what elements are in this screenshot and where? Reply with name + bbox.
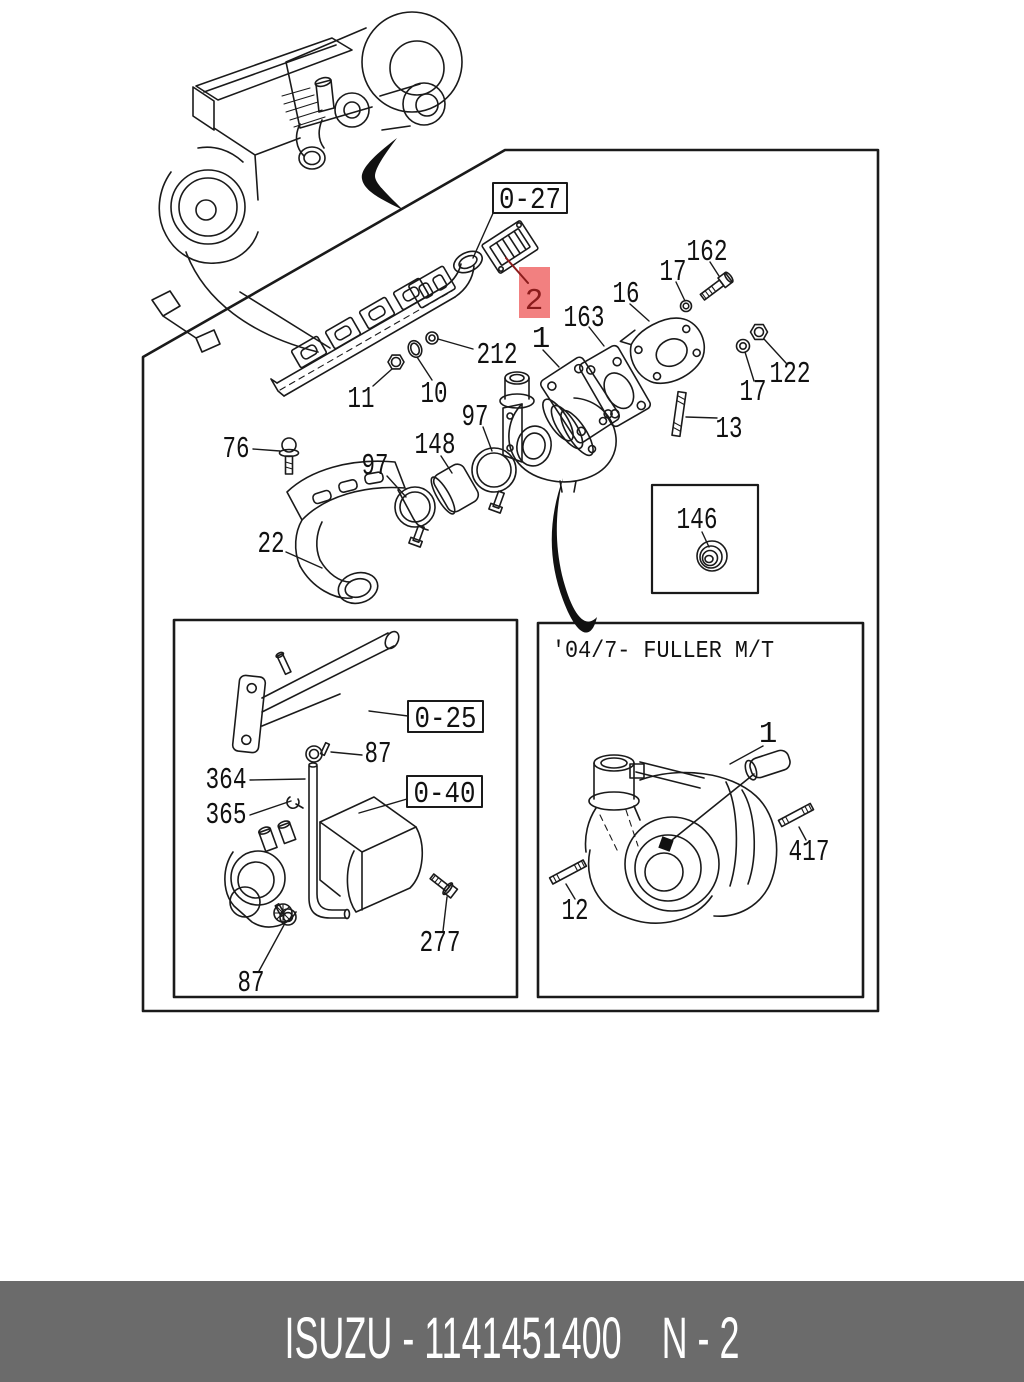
callout-87-a[interactable]: 87 bbox=[364, 737, 392, 772]
callout-365[interactable]: 365 bbox=[205, 798, 247, 833]
callout-22[interactable]: 22 bbox=[257, 527, 285, 562]
part-2-drawing bbox=[481, 220, 538, 274]
leader-lines bbox=[250, 211, 806, 971]
clamps-sleeve-drawing bbox=[395, 448, 516, 547]
ref-label-0-40[interactable]: 0-40 bbox=[413, 777, 476, 812]
callout-212[interactable]: 212 bbox=[476, 338, 518, 373]
callout-146[interactable]: 146 bbox=[676, 503, 718, 538]
callout-364[interactable]: 364 bbox=[205, 763, 247, 798]
callout-13[interactable]: 13 bbox=[715, 412, 743, 447]
ref-label-0-25[interactable]: 0-25 bbox=[414, 702, 477, 737]
diagram-frames bbox=[143, 150, 878, 1011]
ref-label-0-27[interactable]: 0-27 bbox=[499, 183, 561, 218]
callout-163[interactable]: 163 bbox=[563, 301, 605, 336]
callout-11[interactable]: 11 bbox=[347, 382, 375, 417]
engine-drawing bbox=[152, 12, 462, 352]
cover-16-drawing bbox=[619, 304, 715, 396]
swoosh-arrow bbox=[362, 138, 403, 210]
callout-1-fuller[interactable]: 1 bbox=[758, 717, 778, 752]
callout-10[interactable]: 10 bbox=[420, 377, 448, 412]
callout-97-b[interactable]: 97 bbox=[461, 400, 489, 435]
right-inset-title: '04/7- FULLER M/T bbox=[552, 638, 774, 665]
callout-122[interactable]: 122 bbox=[769, 357, 811, 392]
exhaust-manifold-drawing bbox=[271, 247, 486, 396]
turbocharger-drawing bbox=[500, 355, 621, 632]
callout-2-highlight[interactable]: 2 bbox=[524, 284, 544, 319]
heat-shield-22-drawing bbox=[287, 461, 428, 607]
bolt-76-drawing bbox=[280, 438, 299, 474]
fasteners-11-10-212 bbox=[388, 332, 438, 369]
footer-part-number: ISUZU - 1141451400 N - 2 bbox=[284, 1306, 740, 1371]
callout-97-a[interactable]: 97 bbox=[361, 449, 389, 484]
callout-417[interactable]: 417 bbox=[788, 835, 830, 870]
callout-1[interactable]: 1 bbox=[531, 322, 551, 357]
footer-bar bbox=[0, 1281, 1024, 1382]
plug-146-drawing bbox=[697, 541, 727, 571]
callout-17-a[interactable]: 17 bbox=[659, 255, 687, 290]
callout-76[interactable]: 76 bbox=[222, 432, 250, 467]
callout-16[interactable]: 16 bbox=[612, 277, 640, 312]
right-inset-turbo-drawing bbox=[550, 748, 814, 923]
callout-162[interactable]: 162 bbox=[686, 235, 728, 270]
callout-87-b[interactable]: 87 bbox=[237, 966, 265, 1001]
callout-277[interactable]: 277 bbox=[419, 926, 461, 961]
callout-17-b[interactable]: 17 bbox=[739, 375, 767, 410]
callout-12[interactable]: 12 bbox=[561, 894, 589, 929]
main-frame bbox=[143, 150, 878, 1011]
callout-148[interactable]: 148 bbox=[414, 428, 456, 463]
swoosh-arrow-2 bbox=[552, 478, 597, 633]
gasket-163-drawing bbox=[578, 344, 652, 428]
